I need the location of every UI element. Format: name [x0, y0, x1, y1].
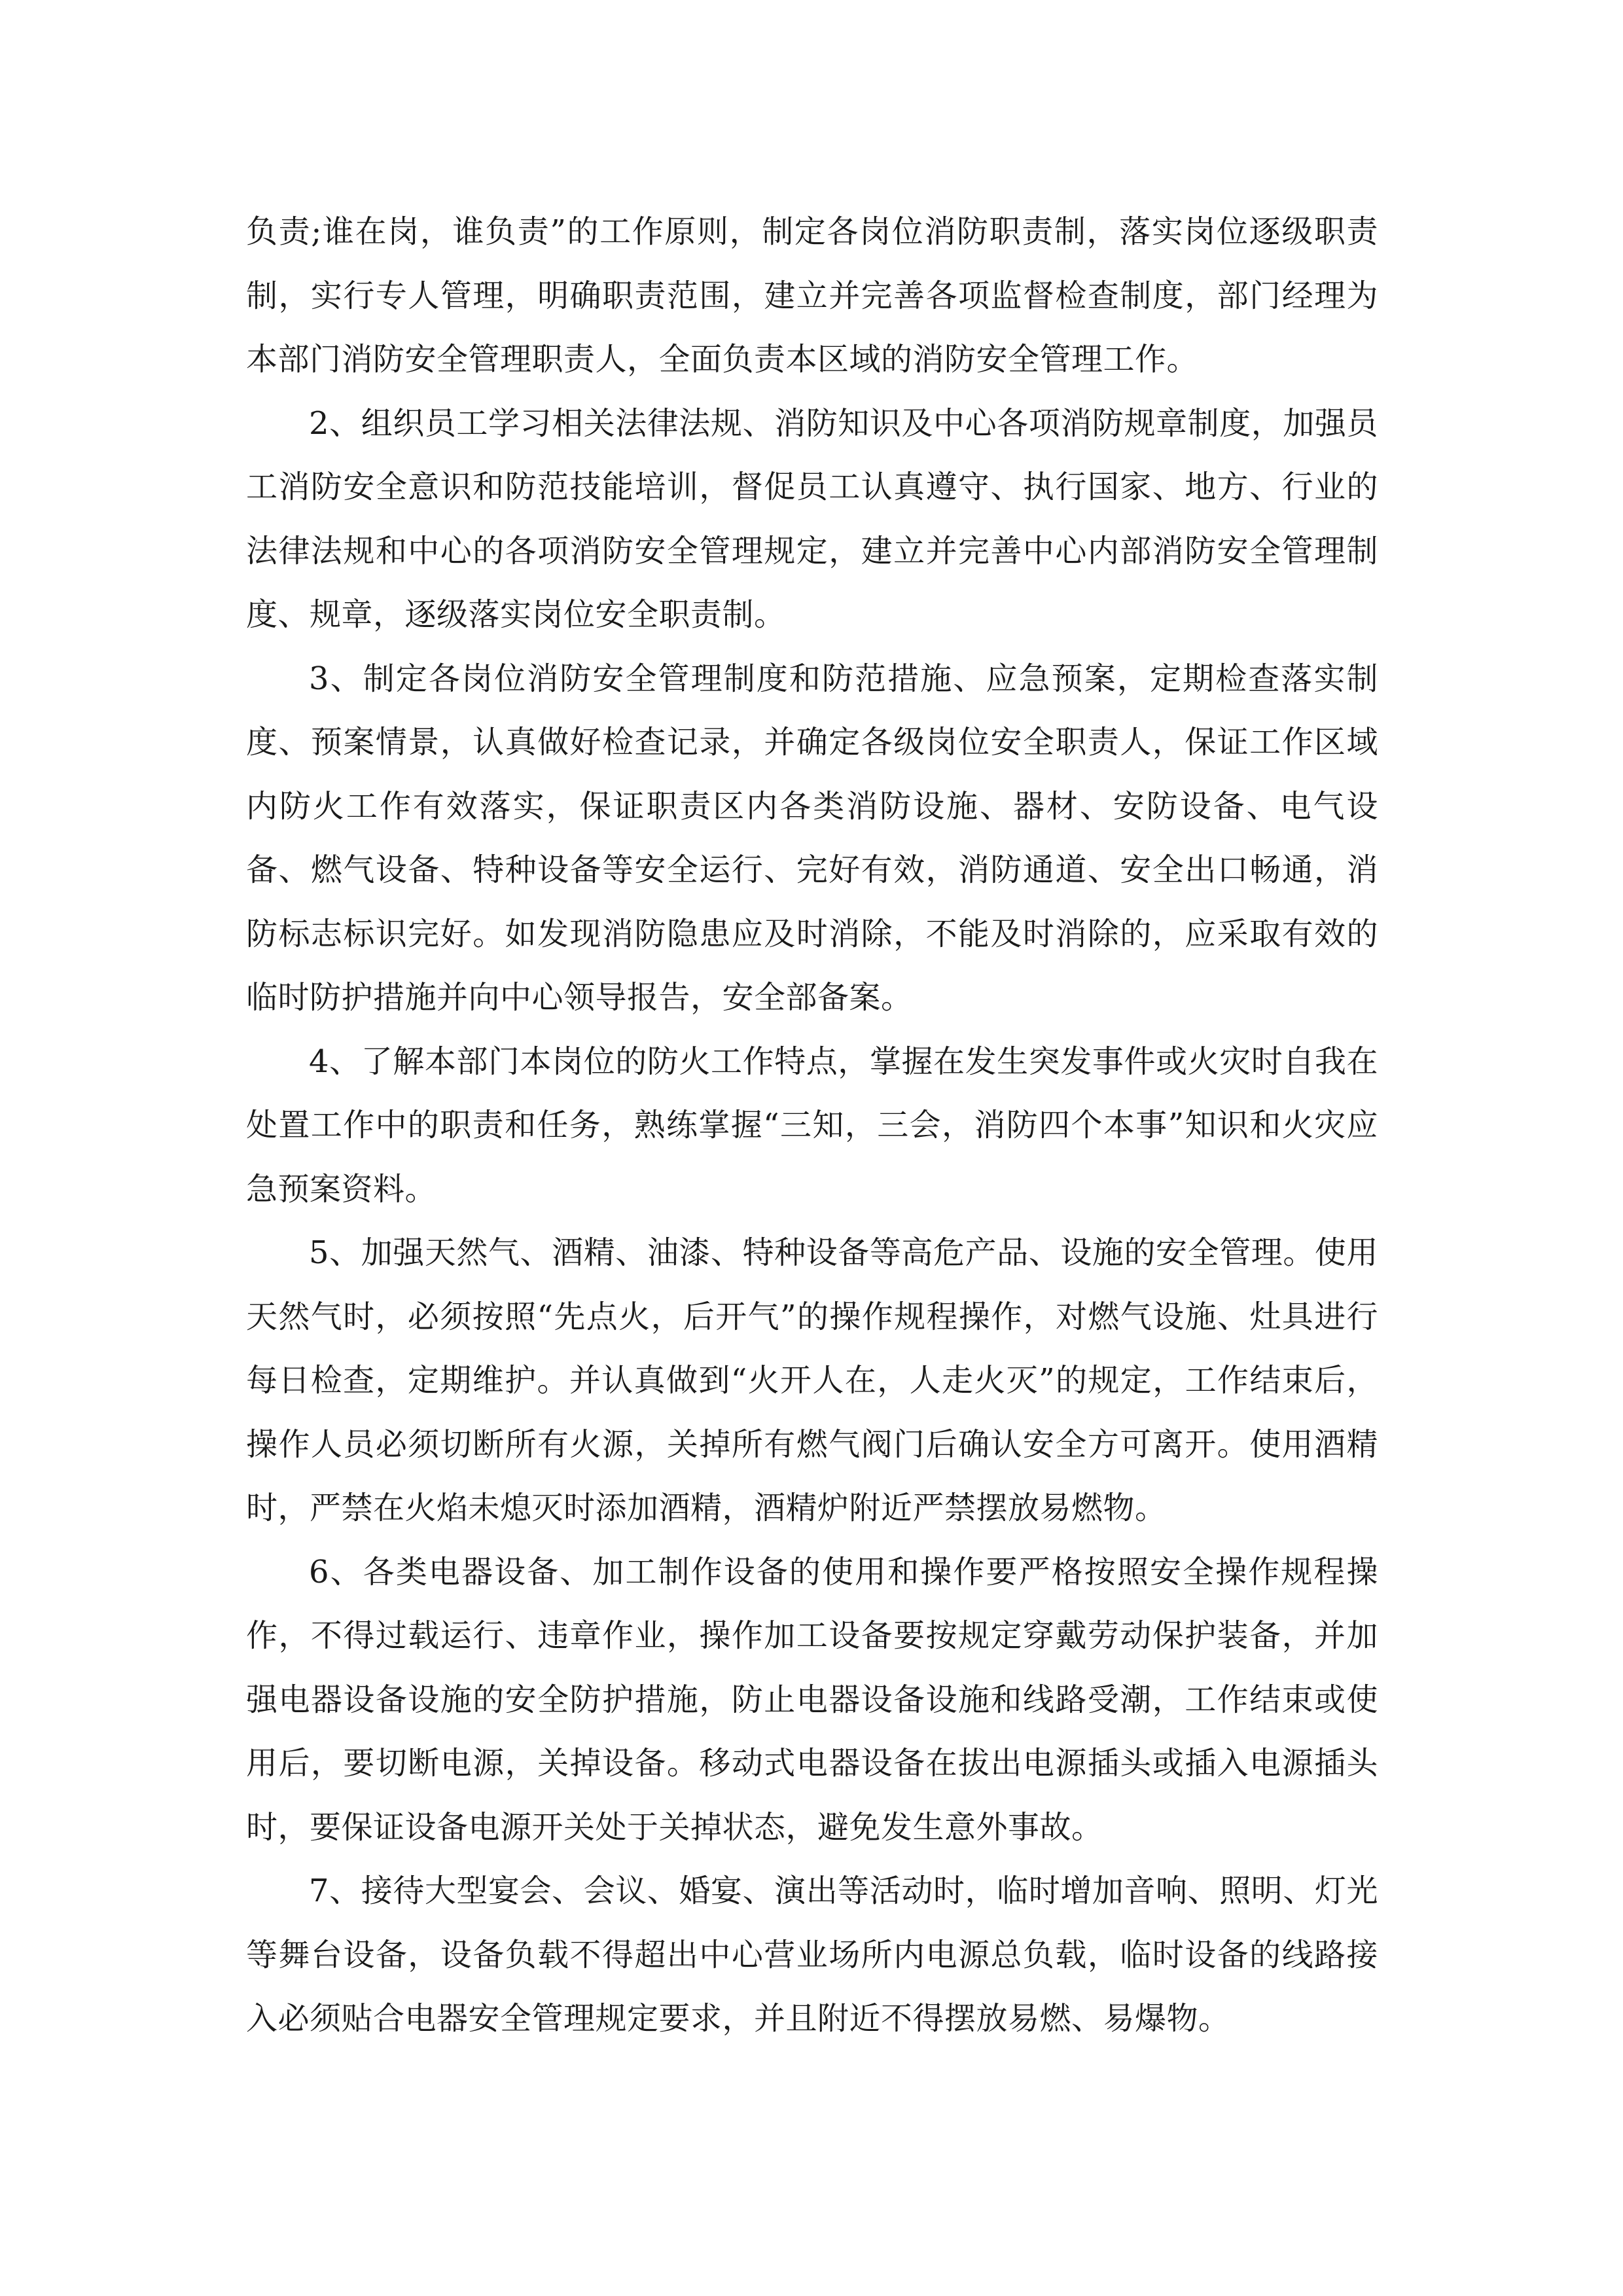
paragraph-continuation: 负责;谁在岗，谁负责”的工作原则，制定各岗位消防职责制，落实岗位逐级职责制，实行专人管理，明确职责范围，建立并完善各项监督检查制度，部门经理为本部门消防安全管理职责人，全面负责本区域的消防安全管理工作。	[246, 213, 1378, 378]
paragraph-item-7: 7、接待大型宴会、会议、婚宴、演出等活动时，临时增加音响、照明、灯光等舞台设备，设备负载不得超出中心营业场所内电源总负载，临时设备的线路接入必须贴合电器安全管理规定要求，并且附近不得摆放易燃、易爆物。	[246, 1873, 1378, 2037]
document-body	[246, 200, 1378, 2051]
paragraph-item-6: 6、各类电器设备、加工制作设备的使用和操作要严格按照安全操作规程操作，不得过载运行、违章作业，操作加工设备要按规定穿戴劳动保护装备，并加强电器设备设施的安全防护措施，防止电器设备设施和线路受潮，工作结束或使用后，要切断电源，关掉设备。移动式电器设备在拔出电源插头或插入电源插头时，要保证设备电源开关处于关掉状态，避免发生意外事故。	[246, 1553, 1378, 1846]
paragraph-item-2: 2、组织员工学习相关法律法规、消防知识及中心各项消防规章制度，加强员工消防安全意识和防范技能培训，督促员工认真遵守、执行国家、地方、行业的法律法规和中心的各项消防安全管理规定，建立并完善中心内部消防安全管理制度、规章，逐级落实岗位安全职责制。	[246, 404, 1378, 633]
paragraph-item-5: 5、加强天然气、酒精、油漆、特种设备等高危产品、设施的安全管理。使用天然气时，必须按照“先点火，后开气”的操作规程操作，对燃气设施、灶具进行每日检查，定期维护。并认真做到“火开人在，人走火灭”的规定，工作结束后，操作人员必须切断所有火源，关掉所有燃气阀门后确认安全方可离开。使用酒精时，严禁在火焰未熄灭时添加酒精，酒精炉附近严禁摆放易燃物。	[246, 1234, 1378, 1526]
paragraph-item-3: 3、制定各岗位消防安全管理制度和防范措施、应急预案，定期检查落实制度、预案情景，认真做好检查记录，并确定各级岗位安全职责人，保证工作区域内防火工作有效落实，保证职责区内各类消防设施、器材、安防设备、电气设备、燃气设备、特种设备等安全运行、完好有效，消防通道、安全出口畅通，消防标志标识完好。如发现消防隐患应及时消除，不能及时消除的，应采取有效的临时防护措施并向中心领导报告，安全部备案。	[246, 660, 1378, 1016]
paragraph-item-4: 4、了解本部门本岗位的防火工作特点，掌握在发生突发事件或火灾时自我在处置工作中的职责和任务，熟练掌握“三知，三会，消防四个本事”知识和火灾应急预案资料。	[246, 1043, 1378, 1208]
